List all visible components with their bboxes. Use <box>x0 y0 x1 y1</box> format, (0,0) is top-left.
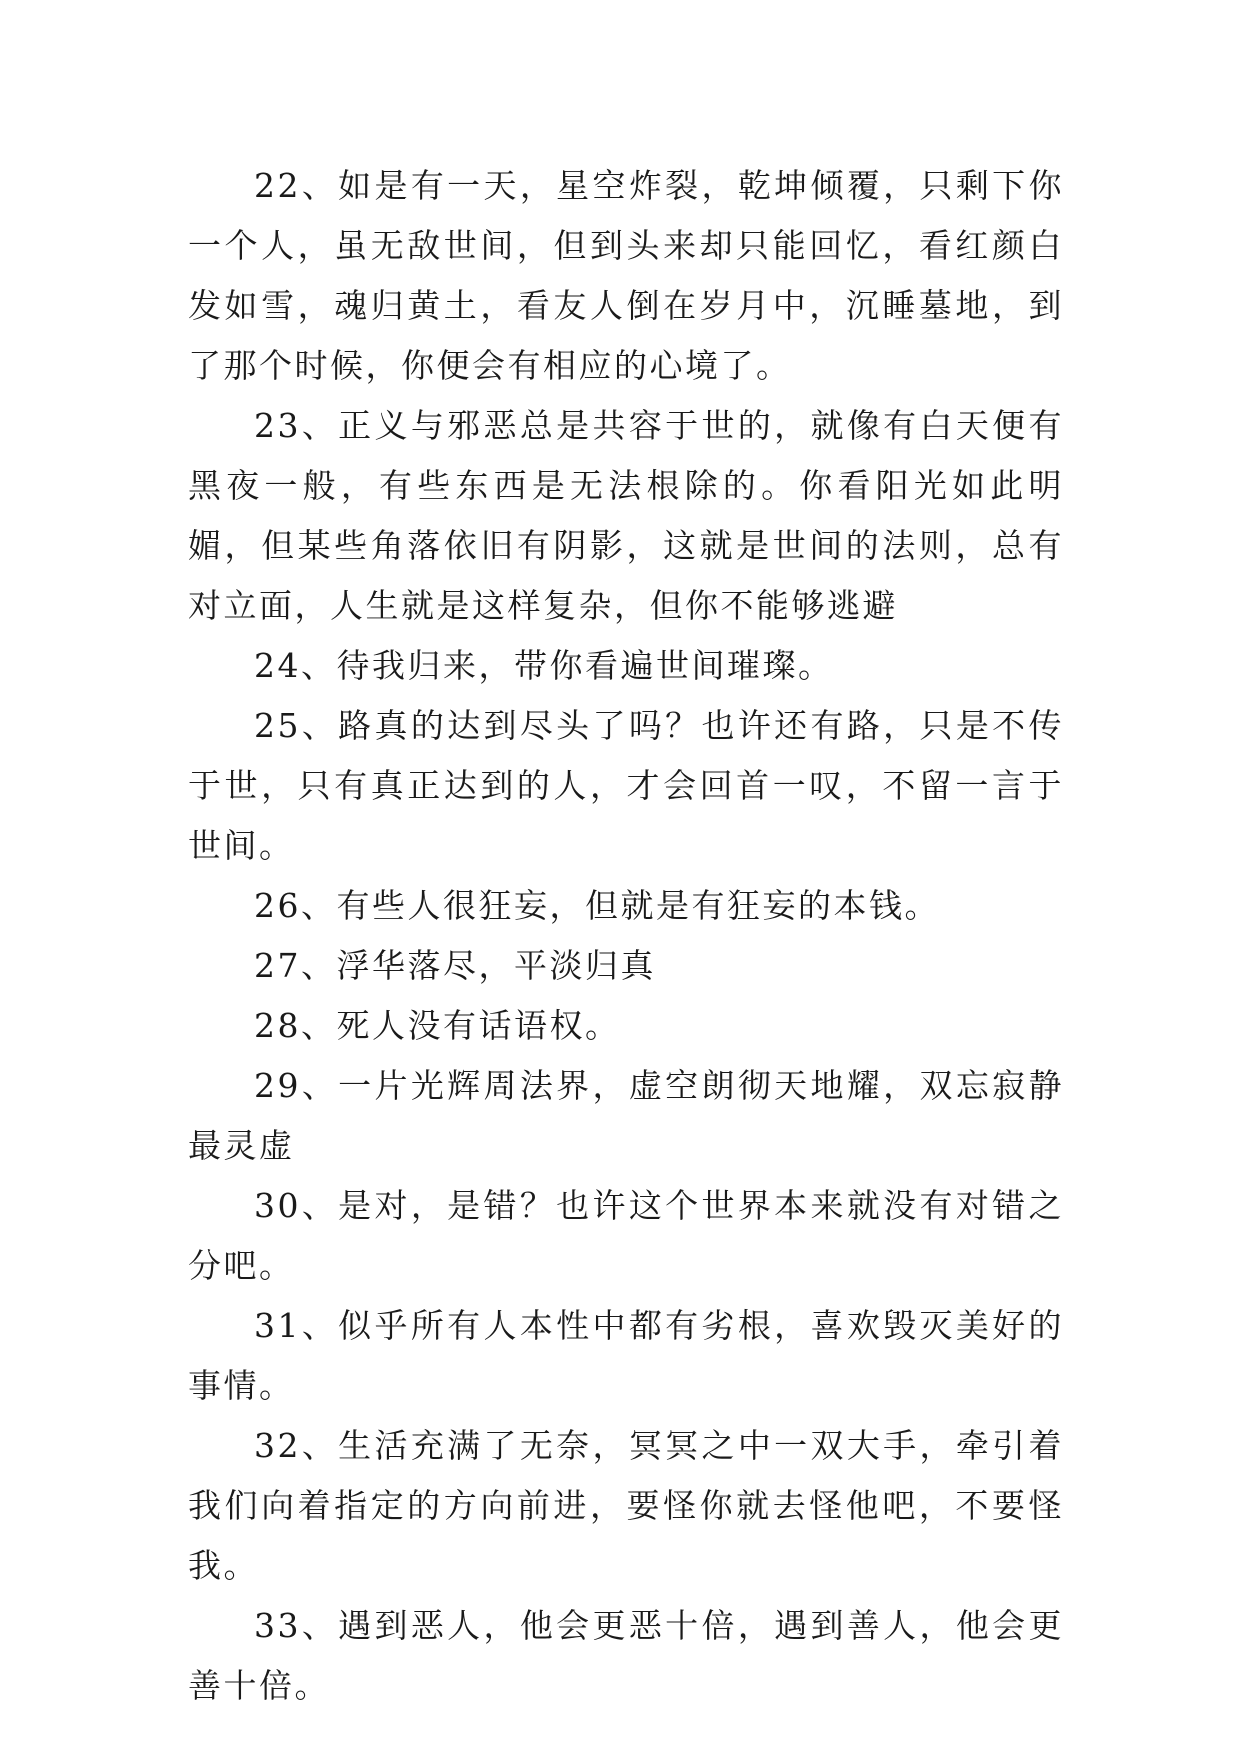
paragraph-31: 31、似乎所有人本性中都有劣根，喜欢毁灭美好的事情。 <box>188 1306 1064 1405</box>
paragraph-30: 30、是对，是错？也许这个世界本来就没有对错之分吧。 <box>188 1186 1064 1285</box>
paragraph-29: 29、一片光辉周法界，虚空朗彻天地耀，双忘寂静最灵虚 <box>188 1066 1064 1165</box>
paragraph-32: 32、生活充满了无奈，冥冥之中一双大手，牵引着我们向着指定的方向前进，要怪你就去怪他吧，不要怪我。 <box>188 1426 1064 1585</box>
paragraph-22: 22、如是有一天，星空炸裂，乾坤倾覆，只剩下你一个人，虽无敌世间，但到头来却只能回忆，看红颜白发如雪，魂归黄土，看友人倒在岁月中，沉睡墓地，到了那个时候，你便会有相应的心境了。 <box>188 166 1064 385</box>
paragraph-26: 26、有些人很狂妄，但就是有狂妄的本钱。 <box>254 886 940 925</box>
paragraph-27: 27、浮华落尽，平淡归真 <box>254 946 656 985</box>
paragraph-23: 23、正义与邪恶总是共容于世的，就像有白天便有黑夜一般，有些东西是无法根除的。你看阳光如此明媚，但某些角落依旧有阴影，这就是世间的法则，总有对立面，人生就是这样复杂，但你不能够逃避 <box>188 406 1064 625</box>
paragraph-33: 33、遇到恶人，他会更恶十倍，遇到善人，他会更善十倍。 <box>188 1606 1064 1705</box>
paragraph-28: 28、死人没有话语权。 <box>254 1006 621 1045</box>
document-body <box>188 156 1064 1716</box>
paragraph-25: 25、路真的达到尽头了吗？也许还有路，只是不传于世，只有真正达到的人，才会回首一叹，不留一言于世间。 <box>188 706 1064 865</box>
paragraph-24: 24、待我归来，带你看遍世间璀璨。 <box>254 646 834 685</box>
